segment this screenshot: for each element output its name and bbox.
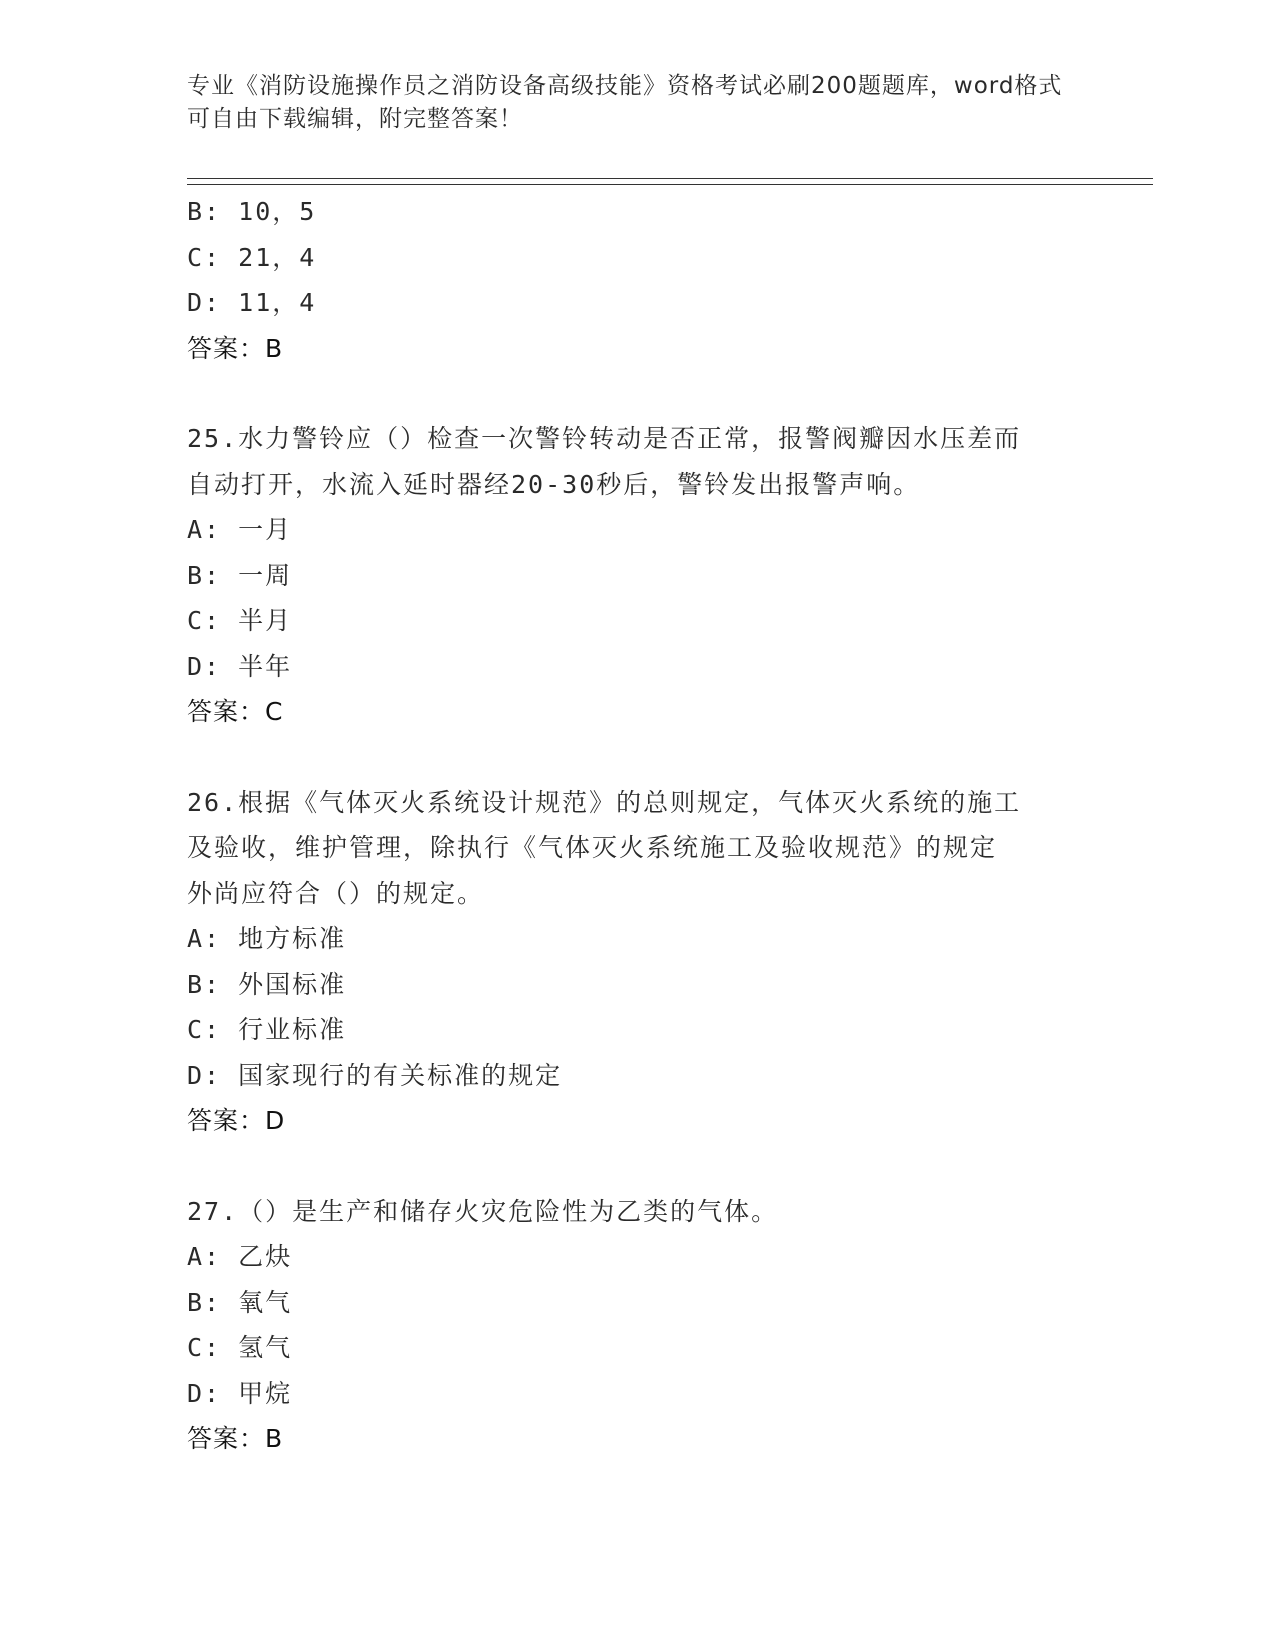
question-stem-line: 及验收，维护管理，除执行《气体灭火系统施工及验收规范》的规定 (187, 833, 998, 862)
option-a: A: 地方标准 (187, 924, 347, 953)
spacer (187, 371, 1087, 416)
question-continuation (187, 189, 1087, 371)
question-25 (187, 416, 1087, 735)
answer-line: 答案：D (187, 1106, 286, 1135)
option-c: C: 行业标准 (187, 1015, 347, 1044)
option-d: D: 半年 (187, 651, 293, 681)
option-a: A: 乙炔 (187, 1242, 293, 1271)
answer-line: 答案：B (187, 333, 284, 363)
option-a: A: 一月 (187, 515, 293, 544)
option-d: D: 11，4 (187, 288, 317, 317)
option-b: B: 外国标准 (187, 969, 347, 999)
question-27 (187, 1189, 1087, 1462)
answer-line: 答案：C (187, 697, 284, 726)
spacer (187, 1144, 1087, 1189)
option-c: C: 21，4 (187, 242, 317, 272)
question-stem-line: 自动打开，水流入延时器经20-30秒后，警铃发出报警声响。 (187, 469, 921, 499)
spacer (187, 735, 1087, 780)
option-c: C: 半月 (187, 606, 293, 635)
option-d: D: 甲烷 (187, 1378, 293, 1408)
option-b: B: 一周 (187, 560, 293, 590)
question-stem-line: 27.（）是生产和储存火灾危险性为乙类的气体。 (187, 1196, 779, 1226)
question-stem-line: 25.水力警铃应（）检查一次警铃转动是否正常，报警阀瓣因水压差而 (187, 424, 1022, 453)
answer-line: 答案：B (187, 1424, 284, 1453)
header-divider-top (187, 178, 1153, 179)
header-title: 专业《消防设施操作员之消防设备高级技能》资格考试必刷200题题库，word格式可自由下载编辑，附完整答案！ (187, 73, 1063, 132)
option-b: B: 氧气 (187, 1287, 293, 1317)
question-stem-line: 外尚应符合（）的规定。 (187, 878, 485, 908)
header-divider-bottom (187, 184, 1153, 185)
question-list (187, 189, 1087, 1462)
question-26 (187, 780, 1087, 1144)
option-b: B: 10，5 (187, 197, 317, 226)
option-c: C: 氢气 (187, 1333, 293, 1362)
document-header (187, 70, 1067, 136)
question-stem-line: 26.根据《气体灭火系统设计规范》的总则规定，气体灭火系统的施工 (187, 787, 1022, 817)
option-d: D: 国家现行的有关标准的规定 (187, 1060, 563, 1090)
